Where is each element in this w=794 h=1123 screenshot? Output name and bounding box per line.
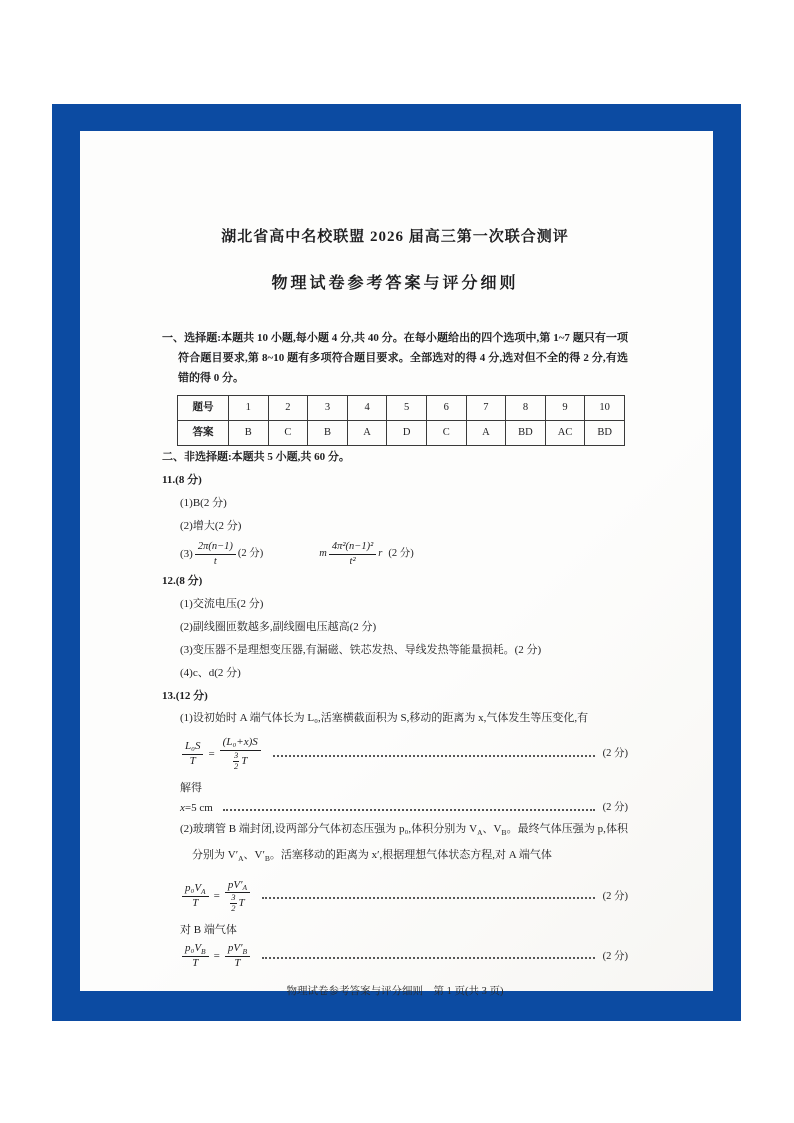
equation-isobaric: $\frac{\text{L₀S}}{T}$ = (L₀+x)S 3 2 T (2 分) — [162, 730, 628, 778]
table-cell: B — [308, 421, 348, 446]
answer-table — [177, 395, 625, 446]
solve-label: 解得 — [180, 782, 202, 794]
equation-gas-A: p₀V A T = pV′ A 3 2 T (2 分) — [162, 872, 628, 920]
equation-force: m $\frac{\text{4π²(n−1)²}}{\text{t²}}$ r — [319, 541, 383, 567]
answer-prefix: (3) — [180, 547, 193, 560]
table-cell: D — [387, 421, 427, 446]
answer-11-1: (1)B(2 分) — [180, 497, 227, 509]
section1-heading: 一、选择题:本题共 10 小题,每小题 4 分,共 40 分。在每小题给出的四个选项中,第 1~7 题只有一项符合题目要求,第 8~10 题有多项符合题目要求。全部选对的得 4 分,选对但不全的得 2 分,有选错的得 0 分。 — [162, 332, 628, 384]
question-score: (12 分) — [175, 690, 208, 702]
score-label: (2 分) — [388, 548, 414, 560]
table-cell: 5 — [387, 396, 427, 421]
blue-frame — [52, 104, 741, 1021]
table-header-cell: 题号 — [178, 396, 229, 421]
answer-sheet-page — [80, 131, 713, 998]
question-12-heading — [162, 570, 628, 593]
page-title: 湖北省高中名校联盟 2026 届高三第一次联合测评 — [221, 229, 569, 245]
section2-heading: 二、非选择题:本题共 5 小题,共 60 分。 — [162, 451, 350, 463]
table-cell: BD — [506, 421, 546, 446]
question-score: (8 分) — [175, 474, 202, 486]
table-cell: 9 — [545, 396, 585, 421]
table-cell: 10 — [585, 396, 625, 421]
question-number: 13. — [162, 690, 176, 702]
score-label: (2 分) — [602, 950, 628, 962]
table-cell: 1 — [229, 396, 269, 421]
question-11-heading — [162, 469, 628, 492]
table-row-numbers — [178, 396, 625, 421]
answer-12-4: (4)c、d(2 分) — [180, 667, 241, 679]
equation-x-result: x =5 cm (2 分) — [180, 801, 628, 814]
page-footer: 物理试卷参考答案与评分细则 第 1 页(共 3 页) — [286, 986, 504, 998]
dotted-leader — [273, 754, 595, 757]
table-cell: AC — [545, 421, 585, 446]
table-cell: 8 — [506, 396, 546, 421]
table-cell: 6 — [426, 396, 466, 421]
question-13-heading — [162, 685, 628, 708]
answer-13-1-text: (1)设初始时 A 端气体长为 L₀,活塞横截面积为 S,移动的距离为 x,气体发生等压变化,有 — [180, 712, 589, 724]
answer-12-3: (3)变压器不是理想变压器,有漏磁、铁芯发热、导线发热等能量损耗。(2 分) — [180, 644, 542, 656]
equation-gas-B: p₀V B T = pV′ B T (2 分) — [162, 941, 628, 971]
answer-12-2: (2)副线圈匝数越多,副线圈电压越高(2 分) — [180, 621, 377, 633]
dotted-leader — [262, 956, 595, 959]
table-cell: A — [466, 421, 506, 446]
dotted-leader — [223, 808, 595, 811]
answer-12-1: (1)交流电压(2 分) — [180, 598, 264, 610]
table-cell: 7 — [466, 396, 506, 421]
table-cell: BD — [585, 421, 625, 446]
table-cell: A — [347, 421, 387, 446]
score-label: (2 分) — [237, 548, 264, 560]
page-subtitle: 物理试卷参考答案与评分细则 — [271, 275, 519, 292]
table-header-cell: 答案 — [178, 421, 229, 446]
answer-11-3-equations — [162, 538, 628, 570]
table-cell: C — [268, 421, 308, 446]
question-score: (8 分) — [175, 575, 203, 587]
table-cell: B — [229, 421, 269, 446]
table-cell: 2 — [268, 396, 308, 421]
equation-omega: $\frac{2\pi(n-1)}{t}$ — [193, 540, 238, 567]
score-label: (2 分) — [602, 890, 628, 902]
table-cell: C — [426, 421, 466, 446]
table-cell: 4 — [347, 396, 387, 421]
table-row-answers — [178, 421, 625, 446]
answer-13-2-text: (2)玻璃管 B 端封闭,设两部分气体初态压强为 p₀,体积分别为 $V_A$、$V_B$。最终气体压强为 p,体积分别为 $V'_A$、$V'_B$。活塞移动的距离为 x′,根据理想气体状态方程,对 A 端气体 — [180, 823, 628, 864]
question-number: 11. — [162, 474, 176, 486]
gas-B-label: 对 B 端气体 — [180, 924, 237, 937]
answer-11-2: (2)增大(2 分) — [180, 520, 242, 532]
score-label: (2 分) — [602, 748, 628, 760]
table-cell: 3 — [308, 396, 348, 421]
dotted-leader — [262, 896, 595, 899]
score-label: (2 分) — [602, 802, 628, 814]
question-number: 12. — [162, 575, 176, 587]
